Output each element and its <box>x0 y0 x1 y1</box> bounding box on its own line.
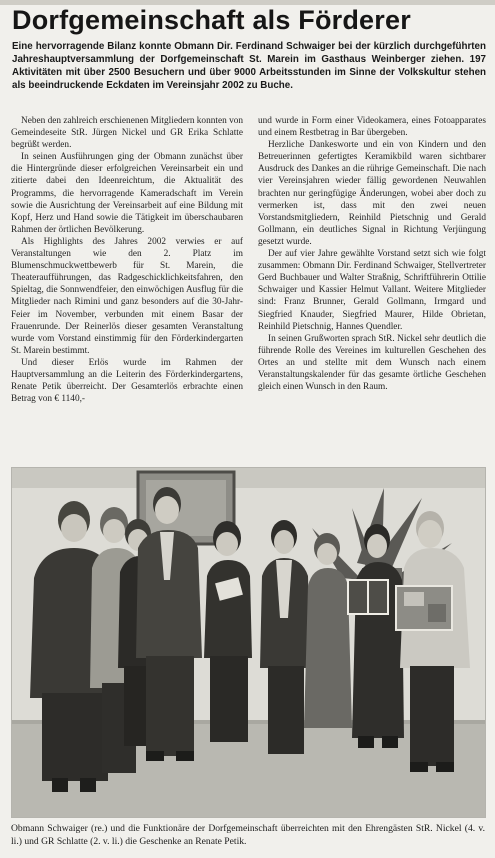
paragraph: Als Highlights des Jahres 2002 verwies er auf Veranstaltungen wie den 2. Platz im Blumenschmuckwettbewerb für St. Marein, die Theateraufführungen, das Radgeschicklichkeitsfahren, den Spieltag, die Sonnwendfeier, den einwöchigen Ausflug für die Mitglieder nach Rimini und ganz besonders auf die 30-Jahr-Feier im November, verbunden mit einem Basar der Frauenrunde. Der Reinerlös dieser gesamten Veranstaltung wurde vom Vorstand einstimmig für den Förderkindergarten St. Marein bestimmt. <box>11 236 243 356</box>
article-headline: Dorfgemeinschaft als Förderer <box>12 5 411 35</box>
paragraph: In seinen Ausführungen ging der Obmann zunächst über die Hintergründe dieser erfolgreichen Vereinsarbeit ein und zitierte dabei den Ideenreichtum, die Aktualität des Programms, die hervorragende Kameradschaft im Verein sowie die Ausrichtung der Vereinsarbeit auf eine Bildung mit Kopf, Herz und Hand sowie die Tätigkeit im überschaubaren Rahmen der örtlichen Bevölkerung. <box>11 152 243 235</box>
article-column-left <box>11 115 243 455</box>
article-lead: Eine hervorragende Bilanz konnte Obmann Dir. Ferdinand Schwaiger bei der kürzlich durchgeführten Jahreshauptversammlung der Dorfgemeinschaft St. Marein im Gasthaus Weinberger ziehen. 197 Aktivitäten mit über 2500 Besuchern und über 9000 Arbeitsstunden im Sinne der Volkskultur stehen als beeindruckende Eckdaten im Vereinsjahr 2002 zu Buche. <box>12 41 486 91</box>
paragraph: Neben den zahlreich erschienenen Mitgliedern konnten von Gemeindeseite StR. Jürgen Nickel und GR Erika Schlatte begrüßt werden. <box>11 116 243 151</box>
group-photo <box>11 467 486 818</box>
article-column-right <box>258 115 486 455</box>
photo-caption: Obmann Schwaiger (re.) und die Funktionäre der Dorfgemeinschaft überreichten mit den Ehrengästen StR. Nickel (4. v. li.) und GR Schlatte (2. v. li.) die Geschenke an Renate Petik. <box>11 823 485 847</box>
paragraph: In seinen Grußworten sprach StR. Nickel sehr deutlich die führende Rolle des Vereines im kulturellen Geschehen des Ortes an und stellte mit dem Wunsch nach einem Veranstaltungskalender für das gesamte örtliche Geschehen gleich einen Wunsch in den Raum. <box>258 333 486 393</box>
paragraph-continuation: und wurde in Form einer Videokamera, eines Fotoapparates und einem Restbetrag in Bar übergeben. <box>258 116 486 139</box>
paragraph: Und dieser Erlös wurde im Rahmen der Hauptversammlung an die Leiterin des Förderkindergartens, Renate Petik überreicht. Der Gesamterlös erbrachte einen Betrag von € 1140,- <box>11 357 243 405</box>
paragraph: Herzliche Dankesworte und ein von Kindern und den Betreuerinnen gefertigtes Keramikbild waren sichtbarer Ausdruck des Dankes an die rührige Gemeinschaft. Die nach vier Vereinsjahren wieder fällig gewordenen Neuwahlen brachten nur geringfügige Änderungen, wobei aber doch zu vermerken ist, dass mit den zwei neuen Vorstandsmitgliedern, Reinhild Pietschnig und Gerald Gollmann, ein deutliches Signal in Richtung Verjüngung gesetzt wurde. <box>258 140 486 247</box>
paragraph: Der auf vier Jahre gewählte Vorstand setzt sich wie folgt zusammen: Obmann Dir. Ferdinand Schwaiger, Stellvertreter Gerd Buchbauer und Walter Straßnig, Schriftführerin Ottilie Schwaiger und Kassier Helmut Vallant. Weitere Mitglieder sind: Franz Brunner, Gerald Gollmann, Irmgard und Siegfried Knauder, Siegfried Maurer, Hilde Obrietan, Reinhild Pietschnig, Hannes Quendler. <box>258 249 486 332</box>
group-photo-illustration <box>12 468 485 817</box>
